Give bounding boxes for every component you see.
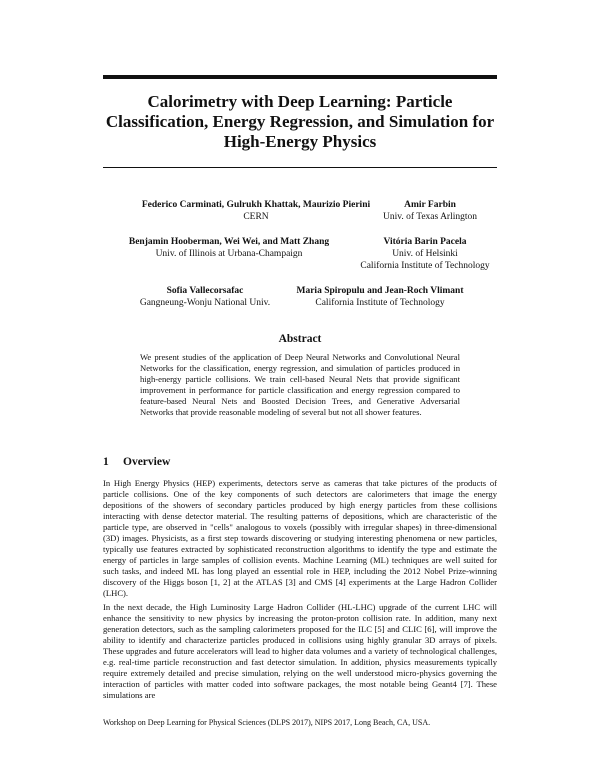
author-block-5 (125, 285, 285, 309)
author-affiliation: Univ. of Helsinki (392, 249, 458, 259)
author-affiliation: Univ. of Texas Arlington (382, 212, 478, 222)
author-names: Federico Carminati, Gulrukh Khattak, Maurizio Pierini (141, 200, 371, 210)
abstract-text: We present studies of the application of Deep Neural Networks and Convolutional Neural Networks for the classification, energy regression, and simulation of particles produced in high-energy particle collisions. We train cell-based Neural Nets that provide significant improvement in performance for particle classification and energy regression compared to feature-based Neural Nets and Boosted Decision Trees, and Generative Adversarial Networks that provide reasonable modeling of several but not all shower features. (140, 352, 460, 417)
author-names: Amir Farbin (404, 200, 456, 210)
title-rule-top (103, 75, 497, 79)
author-names: Sofia Vallecorsafac (166, 286, 244, 296)
author-names: Benjamin Hooberman, Wei Wei, and Matt Zhang (128, 237, 330, 247)
author-names: Maria Spiropulu and Jean-Roch Vlimant (296, 286, 464, 296)
body-paragraph-2: In the next decade, the High Luminosity Large Hadron Collider (HL-LHC) upgrade of the current LHC will enhance the sensitivity to new physics by increasing the proton-proton collision rate. In addition, many next generation detectors, such as the sampling calorimeters proposed for the ILC [5] and CLIC [6], will improve the ability to identify and characterize particles produced in collisions using highly granular 3D arrays of pixels. These upgrades and future accelerators will lead to higher data volumes and a variety of technological challenges, e.g. real-time particle reconstruction and fast detector simulation. In addition, physics measurements typically require extremely detailed and precise simulation, relying on the well understood micro-physics governing the interaction of particles with matter coded into software packages, the most notable being Geant4 [7]. These simulations are (103, 602, 497, 700)
page-footer: Workshop on Deep Learning for Physical Sciences (DLPS 2017), NIPS 2017, Long Beach, CA, USA. (103, 718, 431, 727)
author-names: Vitória Barin Pacela (383, 237, 467, 247)
author-affiliation: Univ. of Illinois at Urbana-Champaign (155, 249, 303, 259)
author-block-6 (280, 285, 480, 309)
abstract-heading: Abstract (278, 333, 322, 345)
author-block-3 (118, 236, 340, 260)
body-paragraph-1: In High Energy Physics (HEP) experiments, detectors serve as cameras that take pictures of the products of particle collisions. One of the key components of such detectors are calorimeters that image the energy depositions of the showers of secondary particles produced by high energy particles from these collisions interacting with dense detector material. The resulting patterns of depositions, which are characteristic of the particle type, are observed in "cells" analogous to voxels (possibly with irregular shapes) in three-dimensional (3D) images. Physicists, as a first step towards discovering or studying interesting phenomena or new particles, typically use features extracted by sophisticated reconstruction algorithms to identify the type and estimate the energy of particles in large samples of collision events. Machine Learning (ML) techniques are well suited for such tasks, and indeed ML has long played an essential role in HEP, including the 2012 Nobel Prize-winning discovery of the Higgs boson [1, 2] at the ATLAS [3] and CMS [4] experiments at the Large Hadron Collider (LHC). (103, 478, 497, 598)
section-heading (103, 456, 170, 468)
author-affiliation: CERN (243, 212, 269, 222)
author-block-1 (140, 199, 372, 223)
section-number: 1 (103, 456, 109, 468)
author-affiliation: Gangneung-Wonju National Univ. (139, 298, 271, 308)
section-title: Overview (123, 456, 171, 468)
author-affiliation-secondary: California Institute of Technology (360, 261, 490, 271)
title-rule-bottom (103, 167, 497, 168)
author-affiliation: California Institute of Technology (315, 298, 445, 308)
author-block-4 (340, 236, 510, 272)
paper-title: Calorimetry with Deep Learning: Particle Classification, Energy Regression, and Simulation for High-Energy Physics (105, 92, 495, 151)
author-block-2 (355, 199, 505, 223)
